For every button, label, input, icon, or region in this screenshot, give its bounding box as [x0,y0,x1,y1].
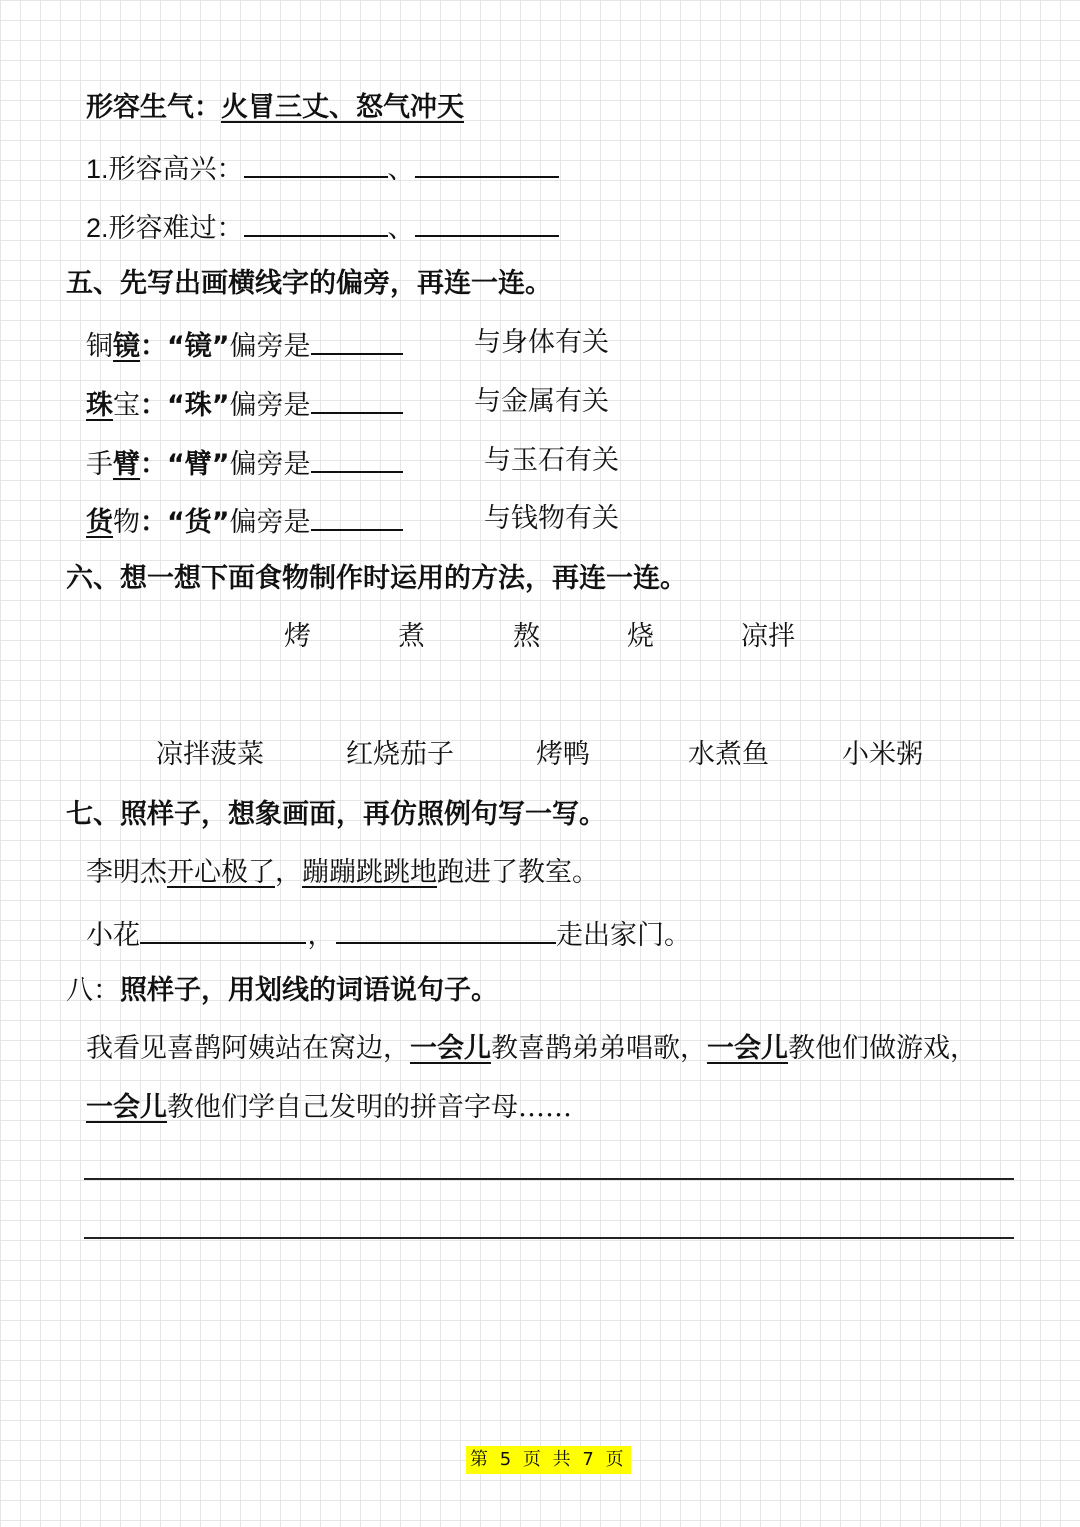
radical-row-4 [86,501,403,541]
example-idiom-answer: 火冒三丈、怒气冲天 [221,92,464,123]
sentence-text: 跑进了教室。 [437,857,599,888]
method-item[interactable]: 烤 [284,621,311,652]
page-number-footer: 第 5 页 共 7 页 [466,1446,631,1474]
answer-blank[interactable] [336,914,556,944]
idiom-item-label: 形容高兴： [108,154,244,185]
quoted-char: “珠” [167,390,230,421]
radical-blank[interactable] [311,501,403,531]
sentence-text: ， [275,857,302,888]
food-item[interactable]: 红烧茄子 [346,739,454,770]
colon: ： [140,331,167,362]
match-option-2[interactable]: 与金属有关 [474,386,609,417]
idiom-separator: 、 [387,213,415,244]
section8-title [66,973,498,1009]
radical-row-2 [86,384,403,424]
food-item[interactable]: 水煮鱼 [688,739,769,770]
radical-blank[interactable] [311,325,403,355]
writing-line[interactable] [84,1178,1014,1180]
method-item[interactable]: 熬 [513,621,540,652]
word-prefix: 手 [86,449,113,480]
radical-blank[interactable] [311,384,403,414]
answer-blank[interactable] [415,207,559,237]
underlined-char: 珠 [86,390,113,421]
answer-blank[interactable] [244,207,388,237]
example-sentence [86,855,599,891]
section7-title: 七、照样子，想象画面，再仿照例句写一写。 [66,799,606,830]
exercise-sentence [86,914,691,954]
food-item[interactable]: 烤鸭 [536,739,590,770]
radical-prompt: 偏旁是 [229,507,311,538]
sentence-text: 教他们学自己发明的拼音字母…… [167,1092,572,1123]
section5-title: 五、先写出画横线字的偏旁，再连一连。 [66,268,552,299]
word-suffix: 宝 [113,390,140,421]
sentence-text: 小花 [86,920,140,951]
colon: ： [140,390,167,421]
colon: ： [140,507,167,538]
section8-title-prefix: 八： [66,975,120,1006]
quoted-char: “货” [167,507,230,538]
underlined-word: 一会儿 [707,1033,788,1064]
idiom-item-number: 1. [86,154,109,184]
underlined-char: 镜 [113,331,140,362]
underlined-phrase: 开心极了 [167,857,275,888]
section8-title-text: 照样子，用划线的词语说句子。 [120,975,498,1006]
radical-row-1 [86,325,403,365]
radical-prompt: 偏旁是 [229,449,311,480]
radical-prompt: 偏旁是 [229,390,311,421]
sentence-text: 我看见喜鹊阿姨站在窝边， [86,1033,410,1064]
example-idiom-label: 形容生气： [86,92,221,123]
sentence-text: 走出家门。 [556,920,691,951]
quoted-char: “臂” [167,449,230,480]
radical-prompt: 偏旁是 [229,331,311,362]
radical-blank[interactable] [311,443,403,473]
underlined-word: 一会儿 [86,1092,167,1123]
colon: ： [140,449,167,480]
underlined-char: 货 [86,507,113,538]
underlined-word: 一会儿 [410,1033,491,1064]
example-idiom-line [86,90,464,126]
word-suffix: 物 [113,507,140,538]
answer-blank[interactable] [244,148,388,178]
idiom-separator: 、 [387,154,415,185]
method-item[interactable]: 煮 [398,621,425,652]
idiom-item-2 [86,207,559,247]
food-item[interactable]: 小米粥 [842,739,923,770]
match-option-4[interactable]: 与钱物有关 [484,503,619,534]
sentence-text: 李明杰 [86,857,167,888]
section8-sentence-line1 [86,1031,977,1067]
method-item[interactable]: 凉拌 [741,621,795,652]
sentence-text: ， [307,920,335,951]
sentence-text: 教喜鹊弟弟唱歌， [491,1033,707,1064]
writing-line[interactable] [84,1237,1014,1239]
match-option-3[interactable]: 与玉石有关 [484,445,619,476]
section6-title: 六、想一想下面食物制作时运用的方法，再连一连。 [66,563,687,594]
method-item[interactable]: 烧 [627,621,654,652]
food-item[interactable]: 凉拌菠菜 [156,739,264,770]
match-option-1[interactable]: 与身体有关 [474,327,609,358]
underlined-char: 臂 [113,449,140,480]
quoted-char: “镜” [167,331,230,362]
word-prefix: 铜 [86,331,113,362]
idiom-item-number: 2. [86,213,109,243]
answer-blank[interactable] [140,914,306,944]
section8-sentence-line2 [86,1090,572,1126]
sentence-text: 教他们做游戏， [788,1033,977,1064]
radical-row-3 [86,443,403,483]
idiom-item-label: 形容难过： [108,213,244,244]
underlined-phrase: 蹦蹦跳跳地 [302,857,437,888]
idiom-item-1 [86,148,559,188]
answer-blank[interactable] [415,148,559,178]
